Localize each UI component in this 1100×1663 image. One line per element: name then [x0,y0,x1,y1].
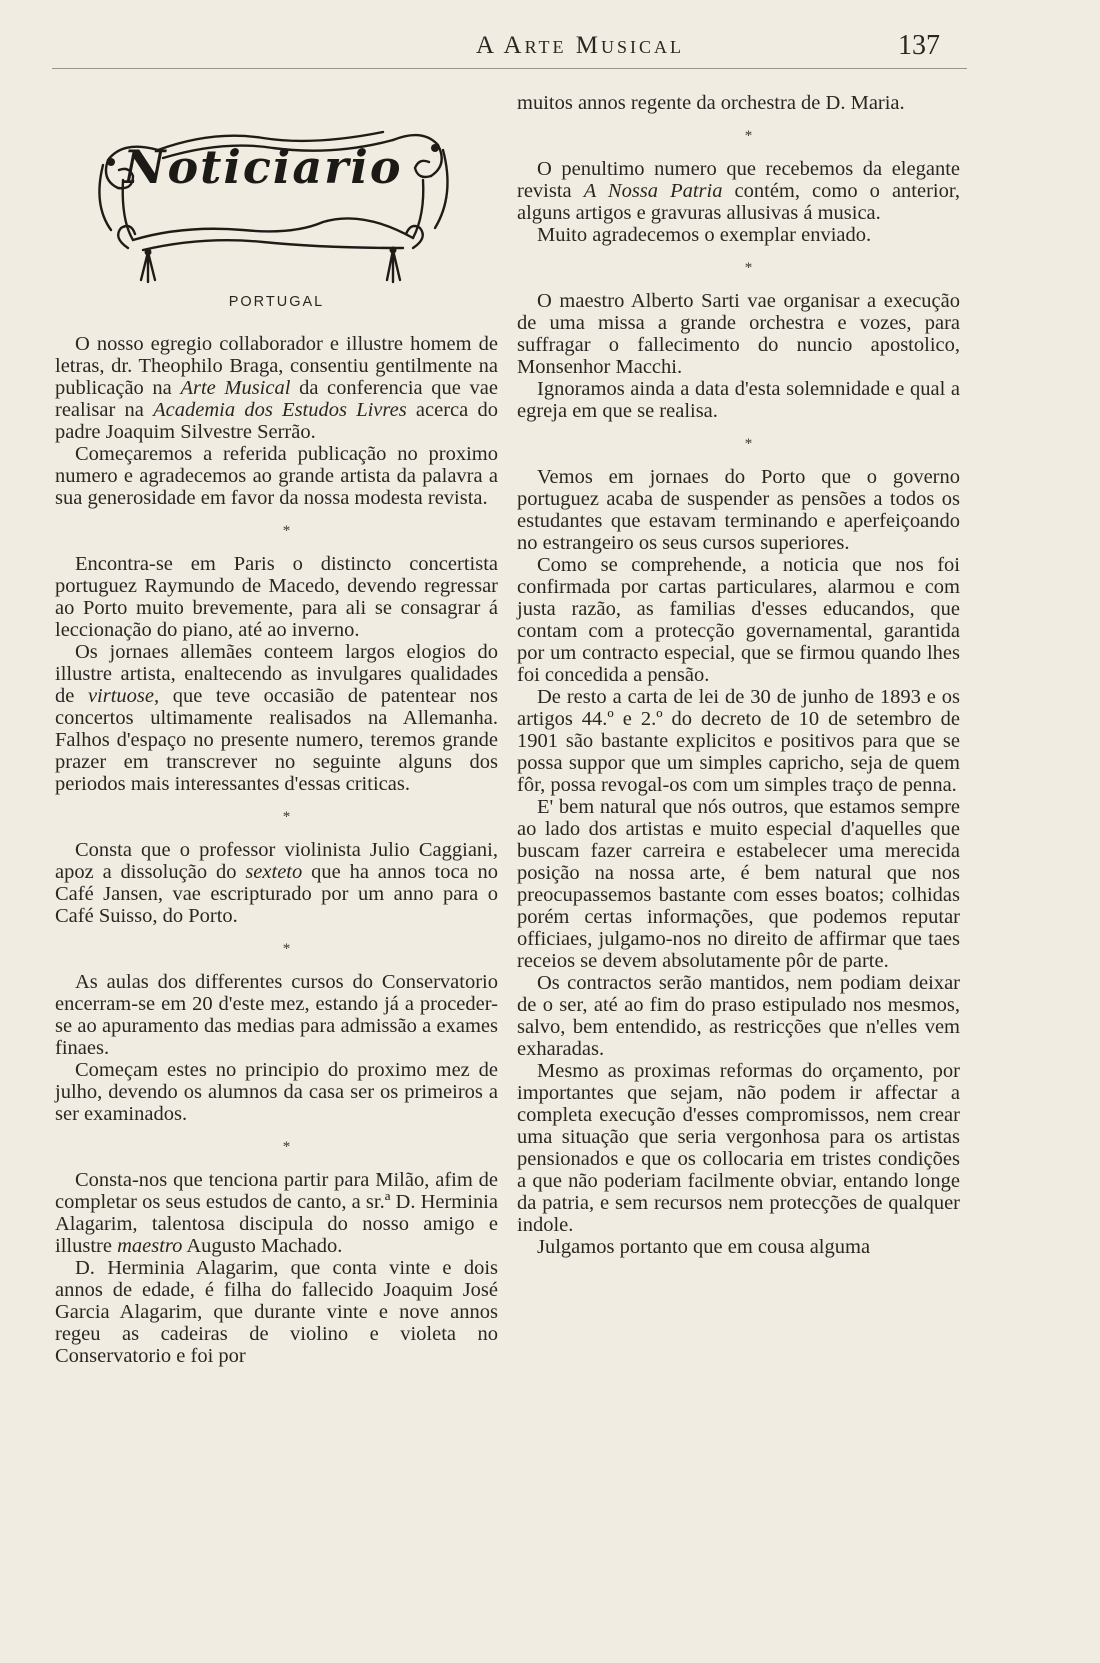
right-column [517,92,960,1258]
paragraph: Os jornaes allemães conteem largos elogios do illustre artista, enaltecendo as invulgares qualidades de virtuose, que teve occasião de patentear nos concertos ultimamente realisados na Allemanha. Falhos d'espaço no presente numero, teremos grande prazer em transcrever no seguinte alguns dos periodos mais interessantes d'essas criticas. [55,641,498,795]
asterisk-separator: * [282,523,291,539]
left-column [55,110,498,1367]
paragraph: De resto a carta de lei de 30 de junho de 1893 e os artigos 44.º e 2.º do decreto de 10 de setembro de 1901 são bastante explicitos e positivos para que se possa suppor que um simples capricho, seja de quem fôr, possa revogal-os com um simples traço de penna. [517,686,960,796]
paragraph: Mesmo as proximas reformas do orçamento, por importantes que sejam, não podem ir affectar a completa execução d'esses compromissos, nem crear uma situação que seria vergonhosa para os artistas pensionados e que os collocaria em tristes condições a que não poderiam facilmente obviar, entando longe da patria, e sem recursos nem protecções de qualquer indole. [517,1060,960,1236]
paragraph: Vemos em jornaes do Porto que o governo portuguez acaba de suspender as pensões a todos os estudantes que estavam terminando e aperfeiçoando no estrangeiro os seus cursos superiores. [517,466,960,554]
paragraph: O maestro Alberto Sarti vae organisar a execução de uma missa a grande orchestra e vozes, para suffragar o fallecimento do nuncio apostolico, Monsenhor Macchi. [517,290,960,378]
paragraph: O nosso egregio collaborador e illustre homem de letras, dr. Theophilo Braga, consentiu gentilmente na publicação na Arte Musical da conferencia que vae realisar na Academia dos Estudos Livres acerca do padre Joaquim Silvestre Serrão. [55,333,498,443]
paragraph: Consta-nos que tenciona partir para Milão, afim de completar os seus estudos de canto, a sr.ª D. Herminia Alagarim, talentosa discipula do nosso amigo e illustre maestro Augusto Machado. [55,1169,498,1257]
running-head [0,30,1100,66]
asterisk-separator: * [744,260,753,276]
paragraph: Começaremos a referida publicação no proximo numero e agradecemos ao grande artista da palavra a sua generosidade em favor da nossa modesta revista. [55,443,498,509]
asterisk-separator: * [282,809,291,825]
paragraph: Começam estes no principio do proximo mez de julho, devendo os alumnos da casa ser os primeiros a ser examinados. [55,1059,498,1125]
paragraph: Consta que o professor violinista Julio Caggiani, apoz a dissolução do sexteto que ha annos toca no Café Jansen, vae escripturado por um anno para o Café Suisso, do Porto. [55,839,499,927]
masthead-title: Noticiario [123,140,403,194]
ornamental-banner-icon [63,110,463,285]
asterisk-separator: * [744,436,753,452]
asterisk-separator: * [282,941,291,957]
paragraph: Muito agradecemos o exemplar enviado. [537,224,872,246]
journal-title: A Arte Musical [476,32,684,59]
paragraph: muitos annos regente da orchestra de D. Maria. [517,92,905,114]
header-rule [52,68,967,69]
paragraph: Como se comprehende, a noticia que nos foi confirmada por cartas particulares, alarmou e com justa razão, as familias d'esses educandos, que contam com a protecção governamental, garantida por um contracto especial, que se firmou quando lhes foi concedida a pensão. [517,554,960,686]
noticiario-masthead [63,110,463,285]
asterisk-separator: * [282,1139,291,1155]
paragraph: Ignoramos ainda a data d'esta solemnidade e qual a egreja em que se realisa. [517,378,960,422]
section-heading: PORTUGAL [228,294,325,310]
page-number: 137 [898,30,940,61]
paragraph: Julgamos portanto que em cousa alguma [537,1236,871,1258]
paragraph: O penultimo numero que recebemos da elegante revista A Nossa Patria contém, como o anterior, alguns artigos e gravuras allusivas á musica. [517,158,960,224]
paragraph: As aulas dos differentes cursos do Conservatorio encerram-se em 20 d'este mez, estando já a proceder-se ao apuramento das medias para admissão a exames finaes. [55,971,498,1059]
asterisk-separator: * [744,128,753,144]
paragraph: Encontra-se em Paris o distincto concertista portuguez Raymundo de Macedo, devendo regressar ao Porto muito brevemente, para ali se consagrar á leccionação do piano, até ao inverno. [55,553,498,641]
paragraph: D. Herminia Alagarim, que conta vinte e dois annos de edade, é filha do fallecido Joaquim José Garcia Alagarim, que durante vinte e nove annos regeu as cadeiras de violino e violeta no Conservatorio e foi por [55,1257,498,1367]
paragraph: Os contractos serão mantidos, nem podiam deixar de o ser, até ao fim do praso estipulado nos mesmos, salvo, bem entendido, as restricções que n'elles vem exharadas. [517,972,960,1060]
paragraph: E' bem natural que nós outros, que estamos sempre ao lado dos artistas e muito especial d'aquelles que buscam fazer carreira e estabelecer uma merecida posição na nossa arte, é bem natural que nos preocupassemos bastante com esses boatos; colhidas porém certas informações, que podemos reputar officiaes, julgamo-nos no direito de affirmar que taes receios se devem absolutamente pôr de parte. [517,796,960,972]
